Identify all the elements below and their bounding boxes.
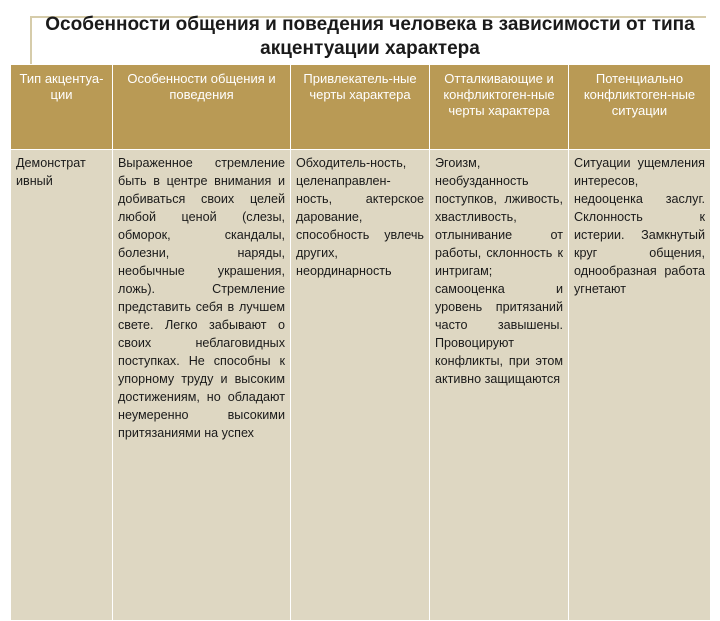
cell-text: Эгоизм, необузданность поступков, лживость, хвастливость, отлынивание от работы, склонность к интригам; самооценка и уровень притязаний часто завышены. Провоцируют конфликты, при этом активно защищаются <box>435 156 563 386</box>
header-communication-features: Особенности общения и поведения <box>113 65 291 150</box>
cell-text: Выраженное стремление быть в центре внимания и добиваться своих целей любой ценой (слезы, обморок, скандалы, болезни, наряды, необычные украшения, ложь). Стремление представить себя в лучшем свете. Легко забывают о своих неблаговидных поступках. Не способны к упорному труду и высоким достижениям, но обладают неумеренно высокими притязаниями на успех <box>118 156 285 440</box>
cell-text: Обходитель-ность, целенаправлен-ность, актерское дарование, способность увлечь других, неординарность <box>296 156 424 278</box>
page-title: Особенности общения и поведения человека в зависимости от типа акцентуации характера <box>45 14 695 59</box>
header-conflict-situations: Потенциально конфликтоген-ные ситуации <box>569 65 711 150</box>
cell-accentuation-type <box>11 150 113 621</box>
accentuation-table <box>10 64 711 621</box>
cell-attractive-traits <box>291 150 430 621</box>
table-row <box>11 150 711 621</box>
table-header-row <box>11 65 711 150</box>
cell-text: Ситуации ущемления интересов, недооценка заслуг. Склонность к истерии. Замкнутый круг общения, однообразная работа угнетают <box>574 156 705 296</box>
header-attractive-traits: Привлекатель-ные черты характера <box>291 65 430 150</box>
title-frame-left-line <box>30 16 32 66</box>
cell-repelling-traits <box>430 150 569 621</box>
header-repelling-traits: Отталкивающие и конфликтоген-ные черты характера <box>430 65 569 150</box>
cell-communication-features <box>113 150 291 621</box>
header-accentuation-type: Тип акцентуа-ции <box>11 65 113 150</box>
cell-text: Демонстрат ивный <box>16 156 86 188</box>
cell-conflict-situations <box>569 150 711 621</box>
